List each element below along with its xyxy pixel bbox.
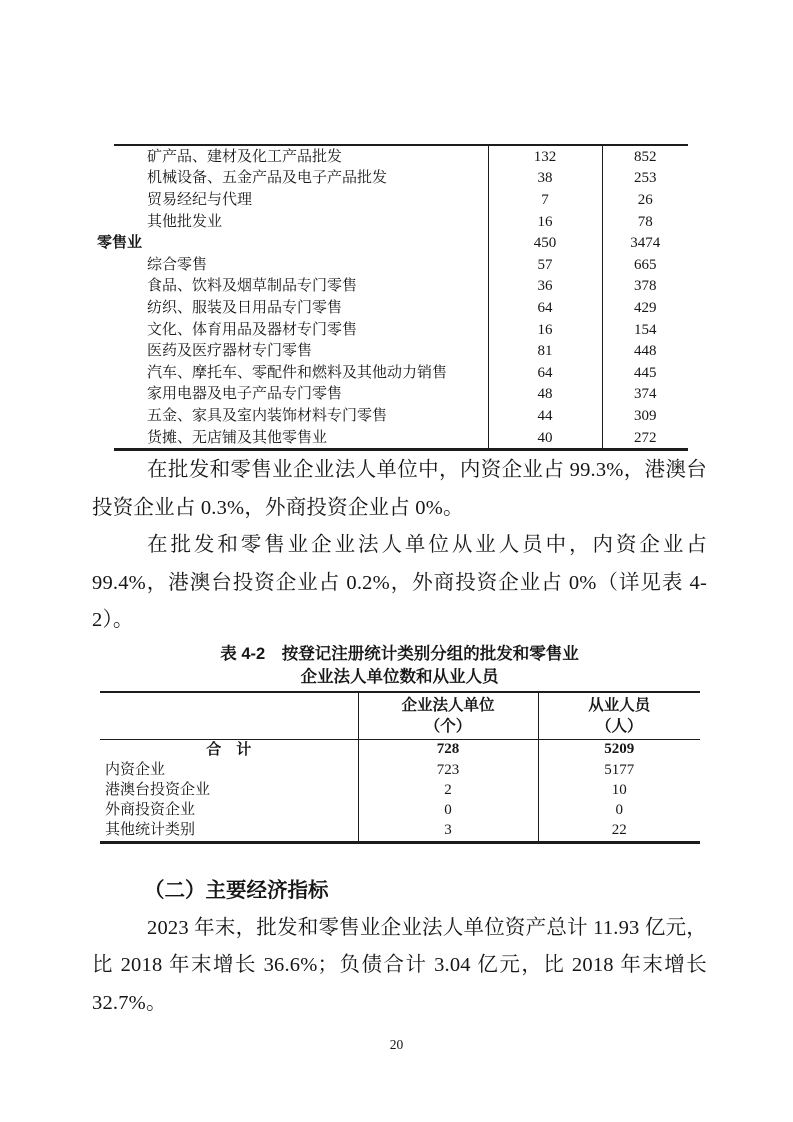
persons-cell: 445 <box>602 362 688 384</box>
table-row <box>100 760 700 780</box>
page-number: 20 <box>389 1037 404 1052</box>
category-cell: 内资企业 <box>105 761 166 778</box>
category-cell: 货摊、无店铺及其他零售业 <box>147 429 328 446</box>
header-persons-line2: （人） <box>595 717 643 735</box>
persons-cell: 272 <box>602 427 688 450</box>
category-cell: 机械设备、五金产品及电子产品批发 <box>147 170 388 187</box>
paragraph-domestic-share-units: 在批发和零售业企业法人单位中，内资企业占 99.3%，港澳台投资企业占 0.3%，外商投资企业占 0%。 <box>92 459 707 519</box>
units-cell: 16 <box>488 211 602 233</box>
units-cell: 450 <box>488 232 602 254</box>
persons-cell: 253 <box>602 168 688 190</box>
header-units-line2: （个） <box>424 717 472 735</box>
paragraph-economic-indicators: 2023 年末，批发和零售业企业法人单位资产总计 11.93 亿元，比 2018 年末增长 36.6%；负债合计 3.04 亿元，比 2018 年末增长 32.7%。 <box>92 916 707 1014</box>
industry-table <box>97 144 688 451</box>
persons-cell: 374 <box>602 384 688 406</box>
units-cell: 728 <box>358 739 538 760</box>
header-units-line1: 企业法人单位 <box>401 696 495 714</box>
table-row-retail-total <box>114 232 688 254</box>
table-4-2 <box>100 691 700 844</box>
table-header-row <box>100 692 700 740</box>
persons-cell: 665 <box>602 254 688 276</box>
table-row <box>114 189 688 211</box>
units-cell: 16 <box>488 319 602 341</box>
table-row <box>114 427 688 450</box>
persons-cell: 3474 <box>602 232 688 254</box>
table-row <box>114 405 688 427</box>
persons-cell: 10 <box>538 780 700 800</box>
units-cell: 7 <box>488 189 602 211</box>
units-cell: 44 <box>488 405 602 427</box>
persons-cell: 378 <box>602 276 688 298</box>
persons-cell: 78 <box>602 211 688 233</box>
table-row <box>114 168 688 190</box>
units-cell: 132 <box>488 145 602 168</box>
persons-cell: 429 <box>602 297 688 319</box>
units-cell: 81 <box>488 340 602 362</box>
section-heading: （二）主要经济指标 <box>144 879 329 902</box>
table-row <box>114 319 688 341</box>
units-cell: 57 <box>488 254 602 276</box>
header-persons-line1: 从业人员 <box>588 696 651 714</box>
units-cell: 64 <box>488 362 602 384</box>
table-row <box>114 384 688 406</box>
units-cell: 0 <box>358 800 538 820</box>
table-row <box>114 297 688 319</box>
table-row <box>114 211 688 233</box>
category-cell: 零售业 <box>97 235 143 252</box>
category-cell: 医药及医疗器材专门零售 <box>147 343 313 360</box>
category-cell: 纺织、服装及日用品专门零售 <box>147 299 343 316</box>
table-row <box>100 821 700 843</box>
category-cell: 矿产品、建材及化工产品批发 <box>147 148 343 165</box>
table-4-2-caption-line2: 企业法人单位数和从业人员 <box>300 667 499 686</box>
category-cell: 食品、饮料及烟草制品专门零售 <box>147 278 358 295</box>
category-cell: 其他统计类别 <box>105 822 196 839</box>
table-row <box>114 254 688 276</box>
header-persons-cell <box>538 692 700 740</box>
paragraph-domestic-share-persons: 在批发和零售业企业法人单位从业人员中，内资企业占 99.4%，港澳台投资企业占 0.2%，外商投资企业占 0%（详见表 4-2）。 <box>92 534 707 632</box>
units-cell: 723 <box>358 760 538 780</box>
units-cell: 2 <box>358 780 538 800</box>
table-row <box>100 780 700 800</box>
units-cell: 38 <box>488 168 602 190</box>
category-cell: 合 计 <box>206 741 252 759</box>
table-4-2-caption-line1: 表 4-2 按登记注册统计类别分组的批发和零售业 <box>220 644 579 663</box>
persons-cell: 852 <box>602 145 688 168</box>
units-cell: 3 <box>358 821 538 843</box>
category-cell: 贸易经纪与代理 <box>147 191 253 208</box>
table-row-total <box>100 739 700 760</box>
persons-cell: 0 <box>538 800 700 820</box>
persons-cell: 5209 <box>538 739 700 760</box>
category-cell: 五金、家具及室内装饰材料专门零售 <box>147 407 388 424</box>
category-cell: 外商投资企业 <box>105 801 196 818</box>
units-cell: 40 <box>488 427 602 450</box>
units-cell: 64 <box>488 297 602 319</box>
table-row <box>100 800 700 820</box>
table-row <box>114 276 688 298</box>
category-cell: 文化、体育用品及器材专门零售 <box>147 321 358 338</box>
table-row <box>114 340 688 362</box>
persons-cell: 22 <box>538 821 700 843</box>
table-row <box>114 362 688 384</box>
persons-cell: 309 <box>602 405 688 427</box>
table-row <box>114 145 688 168</box>
units-cell: 36 <box>488 276 602 298</box>
persons-cell: 448 <box>602 340 688 362</box>
category-cell: 港澳台投资企业 <box>105 781 211 798</box>
category-cell: 综合零售 <box>147 256 208 273</box>
header-units-cell <box>358 692 538 740</box>
persons-cell: 5177 <box>538 760 700 780</box>
page-content <box>92 144 707 1022</box>
persons-cell: 154 <box>602 319 688 341</box>
category-cell: 家用电器及电子产品专门零售 <box>147 386 343 403</box>
persons-cell: 26 <box>602 189 688 211</box>
units-cell: 48 <box>488 384 602 406</box>
category-cell: 汽车、摩托车、零配件和燃料及其他动力销售 <box>147 364 448 381</box>
category-cell: 其他批发业 <box>147 213 223 230</box>
header-empty-cell <box>100 692 358 740</box>
